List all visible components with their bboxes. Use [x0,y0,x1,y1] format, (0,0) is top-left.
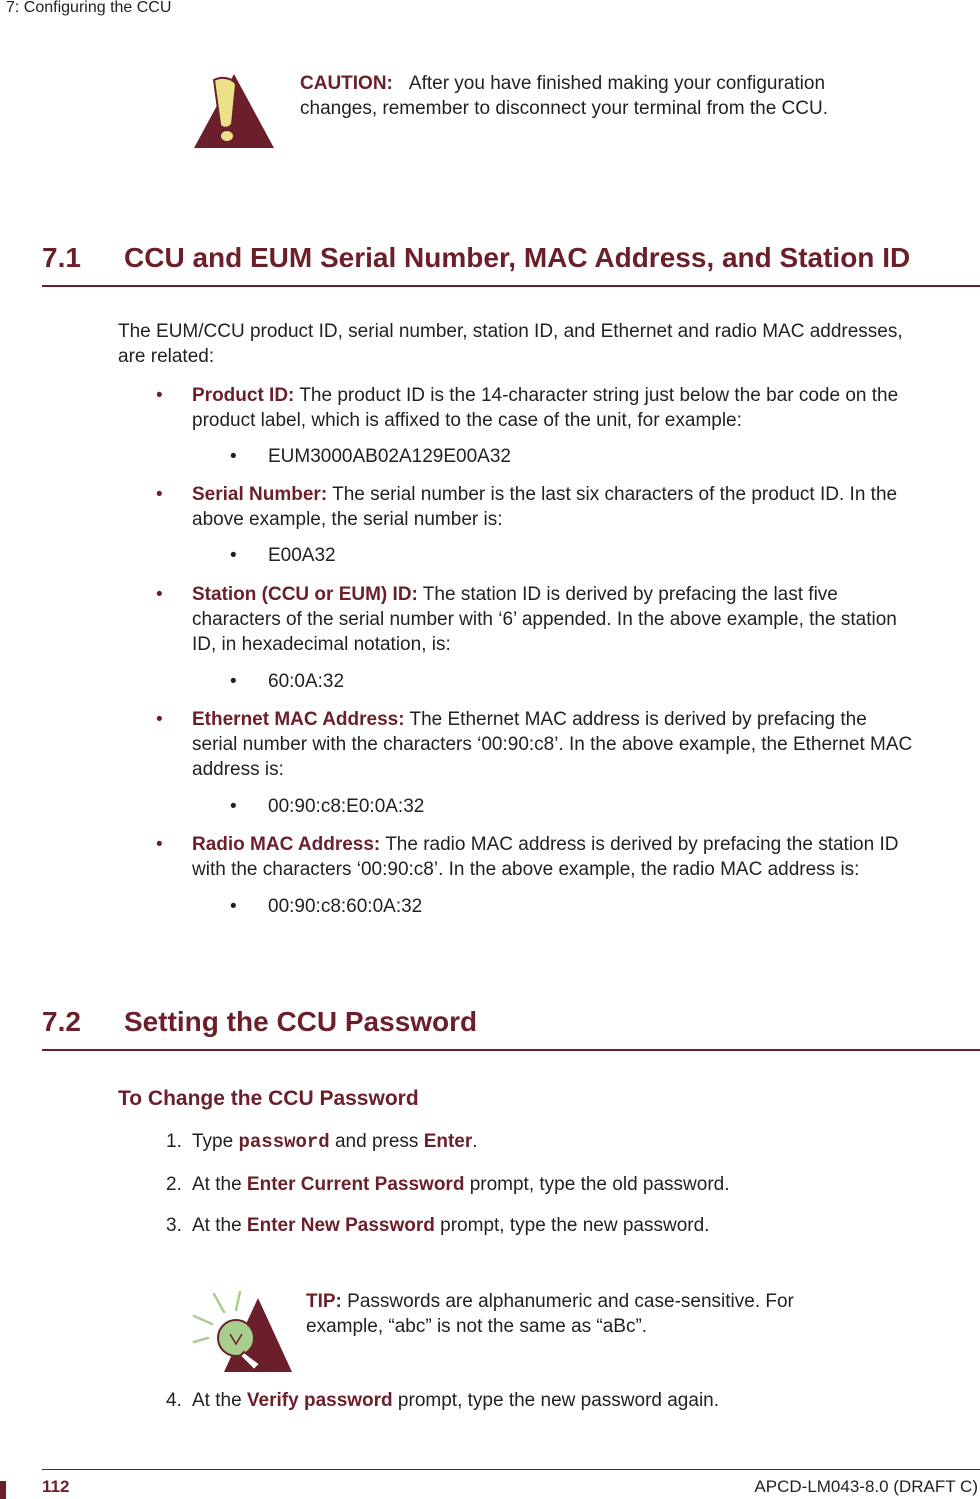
example-value: 00:90:c8:E0:0A:32 [268,796,425,817]
intro-line2: are related: [118,346,215,367]
item-line2: product label, which is affixed to the case of the unit, for example: [192,410,742,431]
tip-label: TIP: [306,1291,342,1312]
command-code: password [238,1131,330,1153]
step-text: Type [192,1131,239,1152]
example-value: 60:0A:32 [268,671,345,692]
example-station-id [230,669,344,694]
item-term: Serial Number: [192,484,328,505]
step-number: 3. [166,1215,182,1236]
step-text: and press [329,1131,424,1152]
step-number: 2. [166,1174,182,1195]
prompt-name: Enter New Password [246,1215,435,1236]
step-4 [166,1388,719,1413]
intro-line1: The EUM/CCU product ID, serial number, station ID, and Ethernet and radio MAC addresses, [118,321,903,342]
sub-bullet: • [230,671,237,692]
list-item-ethernet-mac [156,707,980,782]
item-term: Radio MAC Address: [192,834,381,855]
section-7-2-heading [42,1006,477,1038]
item-line1: The product ID is the 14-character string just below the bar code on the [294,385,899,406]
example-radio-mac [230,894,422,919]
example-product-id [230,444,511,469]
item-line2: with the characters ‘00:90:c8’. In the above example, the radio MAC address is: [192,859,860,880]
bullet: • [156,484,163,505]
section-rule [42,1049,980,1051]
step-number: 4. [166,1390,182,1411]
step-text: At the [192,1215,247,1236]
step-text: prompt, type the new password. [434,1215,710,1236]
bullet: • [156,709,163,730]
footer-marker [0,1481,6,1499]
step-text: At the [192,1390,247,1411]
section-title: CCU and EUM Serial Number, MAC Address, and Station ID [124,242,911,273]
step-text: prompt, type the new password again. [392,1390,720,1411]
list-item-serial-number [156,482,980,532]
item-line1: The serial number is the last six characters of the product ID. In the [327,484,898,505]
document-id: APCD-LM043-8.0 (DRAFT C) [754,1477,978,1496]
sub-bullet: • [230,446,237,467]
step-text: At the [192,1174,247,1195]
example-ethernet-mac [230,794,424,819]
item-line1: The radio MAC address is derived by prefacing the station ID [380,834,899,855]
list-item-product-id [156,383,980,433]
section-number: 7.2 [42,1006,81,1037]
footer-rule [42,1469,980,1470]
bullet: • [156,834,163,855]
prompt-name: Verify password [246,1390,393,1411]
step-text: . [472,1131,478,1152]
item-term: Station (CCU or EUM) ID: [192,584,418,605]
section-7-1-heading [42,242,910,274]
caution-icon [192,72,276,150]
list-item-radio-mac [156,832,980,882]
item-line2: above example, the serial number is: [192,509,503,530]
section-title: Setting the CCU Password [124,1006,478,1037]
caution-line1: After you have finished making your configuration [408,73,826,94]
bullet: • [156,584,163,605]
procedure-heading: To Change the CCU Password [118,1087,419,1110]
list-item-station-id [156,582,980,657]
step-2 [166,1172,730,1197]
step-number: 1. [166,1131,182,1152]
section-rule [42,285,980,287]
example-value: E00A32 [268,545,336,566]
example-value: EUM3000AB02A129E00A32 [268,446,511,467]
section-number: 7.1 [42,242,81,273]
example-serial-number [230,543,336,568]
step-3 [166,1213,709,1238]
step-1 [166,1129,478,1155]
caution-note [300,71,940,121]
item-term: Ethernet MAC Address: [192,709,405,730]
item-line2: characters of the serial number with ‘6’ appended. In the above example, the station [192,609,897,630]
section-7-1-intro [118,319,978,369]
sub-bullet: • [230,896,237,917]
sub-bullet: • [230,545,237,566]
item-line1: The Ethernet MAC address is derived by prefacing the [404,709,867,730]
lightbulb-icon [190,1290,294,1374]
key-name: Enter [423,1131,473,1152]
caution-line2: changes, remember to disconnect your terminal from the CCU. [300,98,828,119]
item-term: Product ID: [192,385,295,406]
item-line3: ID, in hexadecimal notation, is: [192,634,451,655]
item-line2: serial number with the characters ‘00:90:c8’. In the above example, the Ethernet MAC [192,734,913,755]
tip-line2: example, “abc” is not the same as “aBc”. [306,1316,648,1337]
prompt-name: Enter Current Password [246,1174,465,1195]
tip-note [306,1289,926,1339]
caution-label: CAUTION: [300,73,393,94]
sub-bullet: • [230,796,237,817]
bullet: • [156,385,163,406]
example-value: 00:90:c8:60:0A:32 [268,896,423,917]
running-header: 7: Configuring the CCU [6,0,172,16]
item-line3: address is: [192,759,284,780]
page-number: 112 [42,1477,70,1496]
tip-line1: Passwords are alphanumeric and case-sensitive. For [341,1291,794,1312]
item-line1: The station ID is derived by prefacing the last five [417,584,838,605]
step-text: prompt, type the old password. [464,1174,730,1195]
